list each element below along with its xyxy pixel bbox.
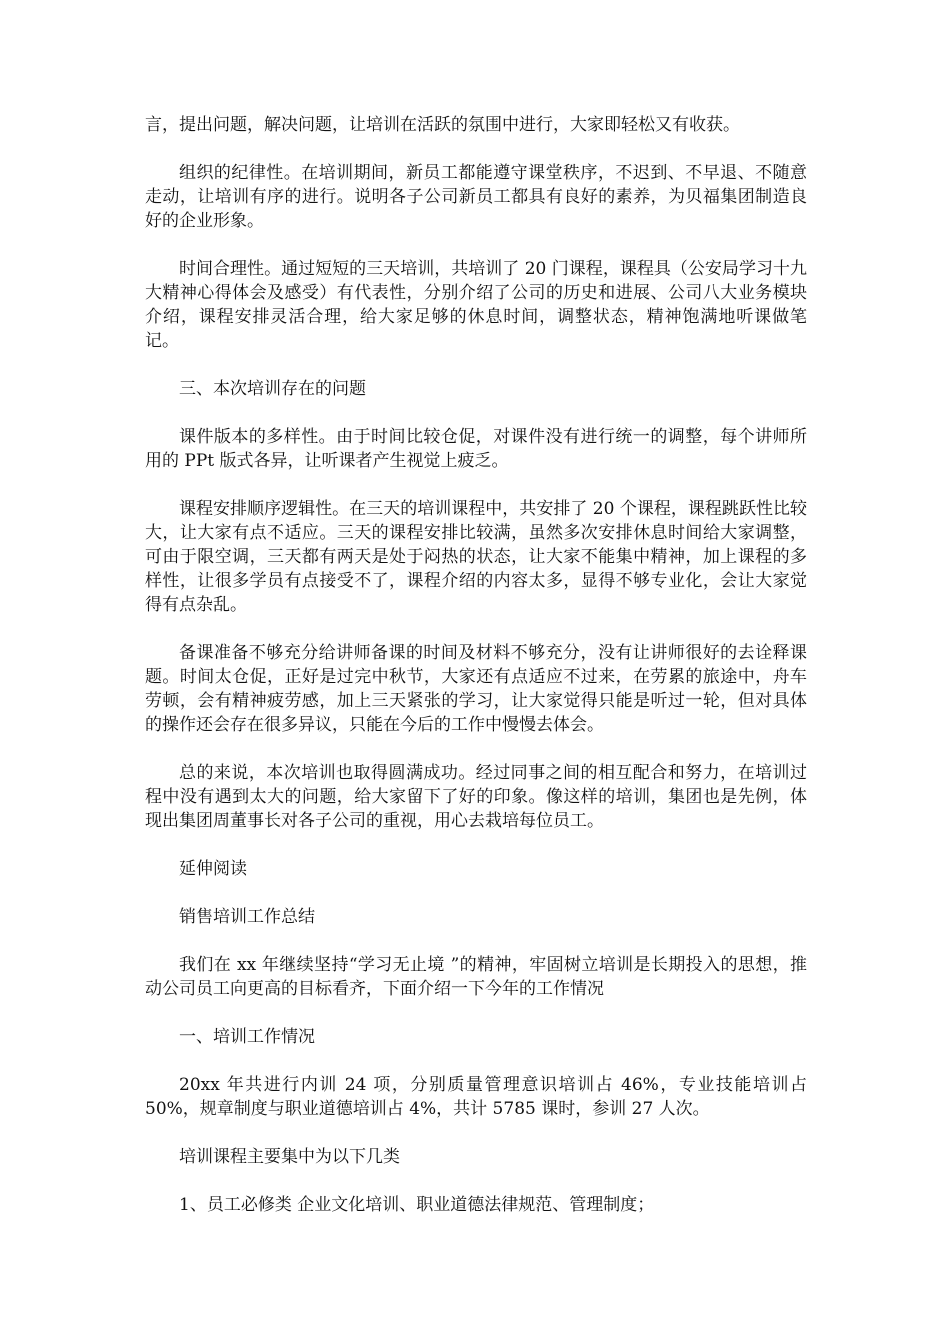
paragraph-discipline: 组织的纪律性。在培训期间，新员工都能遵守课堂秩序，不迟到、不早退、不随意走动，让培训有序的进行。说明各子公司新员工都具有良好的素养，为贝福集团制造良好的企业形象。 [145,163,807,231]
paragraph-conclusion: 总的来说，本次培训也取得圆满成功。经过同事之间的相互配合和努力，在培训过程中没有遇到太大的问题，给大家留下了好的印象。像这样的培训，集团也是先例，体现出集团周董事长对各子公司的重视，用心去栽培每位员工。 [145,763,807,831]
paragraph-course-order: 课程安排顺序逻辑性。在三天的培训课程中，共安排了 20 个课程，课程跳跃性比较大，让大家有点不适应。三天的课程安排比较满，虽然多次安排休息时间给大家调整，可由于限空调，三天都有两天是处于闷热的状态，让大家不能集中精神，加上课程的多样性，让很多学员有点接受不了，课程介绍的内容太多，显得不够专业化，会让大家觉得有点杂乱。 [145,499,807,615]
paragraph-statistics: 20xx 年共进行内训 24 项，分别质量管理意识培训占 46%，专业技能培训占 50%，规章制度与职业道德培训占 4%，共计 5785 课时，参训 27 人次。 [145,1075,807,1119]
paragraph-time-rationality: 时间合理性。通过短短的三天培训，共培训了 20 门课程，课程具（公安局学习十九大精神心得体会及感受）有代表性，分别介绍了公司的历史和进展、公司八大业务模块介绍，课程安排灵活合理，给大家足够的休息时间，调整状态，精神饱满地听课做笔记。 [145,259,807,351]
extended-reading-label: 延伸阅读 [179,859,247,879]
document-page [145,113,807,1217]
list-item-required-courses: 1、员工必修类 企业文化培训、职业道德法律规范、管理制度； [179,1195,655,1215]
article-title: 销售培训工作总结 [179,907,315,927]
paragraph-intro: 我们在 xx 年继续坚持“学习无止境 ”的精神，牢固树立培训是长期投入的思想，推动公司员工向更高的目标看齐，下面介绍一下今年的工作情况 [145,955,807,999]
paragraph-course-categories: 培训课程主要集中为以下几类 [179,1147,400,1167]
paragraph-preparation: 备课准备不够充分给讲师备课的时间及材料不够充分，没有让讲师很好的去诠释课题。时间太仓促，正好是过完中秋节，大家还有点适应不过来，在劳累的旅途中，舟车劳顿，会有精神疲劳感，加上三天紧张的学习，让大家觉得只能是听过一轮，但对具体的操作还会存在很多异议，只能在今后的工作中慢慢去体会。 [145,643,807,735]
section-heading-problems: 三、本次培训存在的问题 [179,379,366,399]
paragraph-continuation: 言，提出问题，解决问题，让培训在活跃的氛围中进行，大家即轻松又有收获。 [145,115,740,135]
paragraph-courseware-variety: 课件版本的多样性。由于时间比较仓促，对课件没有进行统一的调整，每个讲师所用的 PPt 版式各异，让听课者产生视觉上疲乏。 [145,427,807,471]
section-heading-training-status: 一、培训工作情况 [179,1027,315,1047]
